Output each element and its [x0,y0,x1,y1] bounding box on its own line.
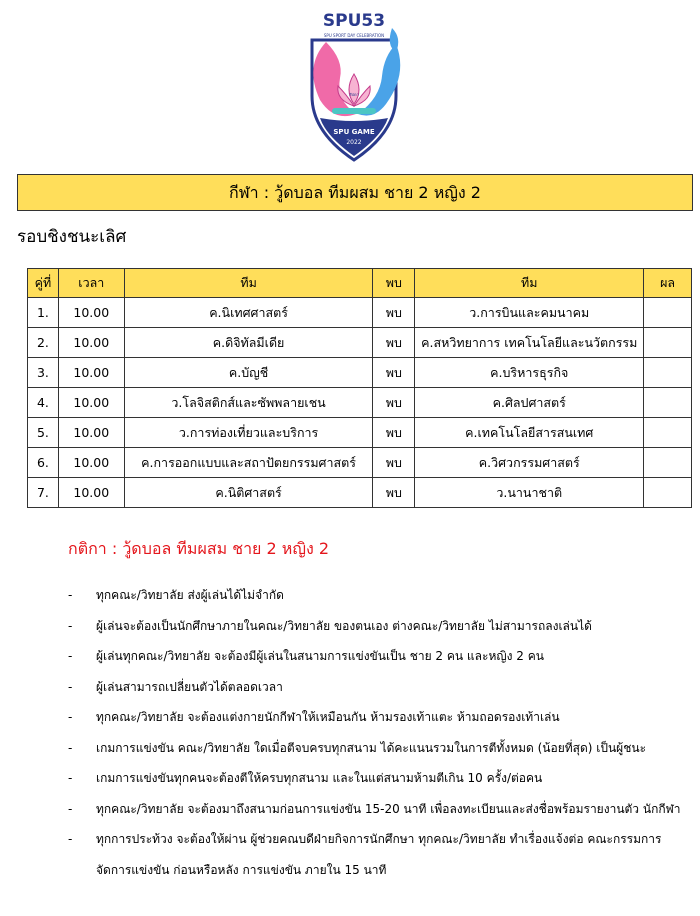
rule-bullet: - [68,710,73,724]
table-row [28,298,692,328]
rule-text: ผู้เล่นทุกคณะ/วิทยาลัย จะต้องมีผู้เล่นในสนามการแข่งขันเป็น ชาย 2 คน และหญิง 2 คน [96,649,544,663]
rule-bullet: - [68,618,73,633]
schedule-body [28,298,692,508]
rule-item [68,580,694,611]
sport-title-banner: กีฬา : วู้ดบอล ทีมผสม ชาย 2 หญิง 2 [17,174,693,211]
result-cell [644,388,692,418]
vs-cell: พบ [373,418,415,448]
time-cell: 10.00 [58,388,124,418]
vs-cell: พบ [373,388,415,418]
rules-title: กติกา : วู้ดบอล ทีมผสม ชาย 2 หญิง 2 [68,539,330,558]
rule-text: เกมการแข่งขันทุกคนจะต้องตีให้ครบทุกสนาม และในแต่สนามห้ามตีเกิน 10 ครั้ง/ต่อคน [96,771,543,785]
match-no-cell: 2. [28,328,59,358]
round-label: รอบชิงชนะเลิศ [17,227,127,247]
rule-text: ทุกคณะ/วิทยาลัย จะต้องแต่งกายนักกีฬาให้เหมือนกัน ห้ามรองเท้าแตะ ห้ามถอดรองเท้าเล่น [96,710,560,724]
rule-item [68,794,694,825]
rule-bullet: - [68,679,73,694]
rule-item [68,824,694,885]
team-a-cell: ว.โลจิสติกส์และซัพพลายเชน [124,388,373,418]
team-b-cell: ค.วิศวกรรมศาสตร์ [415,448,644,478]
team-a-cell: ค.การออกแบบและสถาปัตยกรรมศาสตร์ [124,448,373,478]
table-row [28,328,692,358]
match-no-cell: 4. [28,388,59,418]
col-header-match-no: คู่ที่ [28,269,59,298]
rule-text: ทุกคณะ/วิทยาลัย จะต้องมาถึงสนามก่อนการแข่งขัน 15-20 นาที เพื่อลงทะเบียนและส่งชื่อพร้อมรายงานตัว นักกีฬา [96,801,681,816]
time-cell: 10.00 [58,298,124,328]
time-cell: 10.00 [58,478,124,508]
vs-cell: พบ [373,298,415,328]
result-cell [644,328,692,358]
result-cell [644,478,692,508]
team-a-cell: ว.การท่องเที่ยวและบริการ [124,418,373,448]
rule-text: เกมการแข่งขัน คณะ/วิทยาลัย ใดเมื่อตีจบครบทุกสนาม ได้คะแนนรวมในการตีทั้งหมด (น้อยที่สุด) เป็นผู้ชนะ [96,740,647,755]
result-cell [644,418,692,448]
logo-mid-text: สัปดา [349,92,359,97]
rule-text: ผู้เล่นจะต้องเป็นนักศึกษาภายในคณะ/วิทยาลัย ของตนเอง ต่างคณะ/วิทยาลัย ไม่สามารถลงเล่นได้ [96,618,592,633]
match-no-cell: 1. [28,298,59,328]
table-row [28,388,692,418]
match-no-cell: 5. [28,418,59,448]
vs-cell: พบ [373,478,415,508]
match-no-cell: 6. [28,448,59,478]
schedule-table [27,268,692,508]
logo-badge-text: SPU GAME [333,128,375,136]
rule-bullet: - [68,588,73,602]
schedule-header-row [28,269,692,298]
match-no-cell: 7. [28,478,59,508]
rule-text: ทุกการประท้วง จะต้องให้ผ่าน ผู้ช่วยคณบดีฝ่ายกิจการนักศึกษา ทุกคณะ/วิทยาลัย ทำเรื่องแจ้งต่อ คณะกรรมการจัดการแข่งขัน ก่อนหรือหลัง การแข่งขัน ภายใน 15 นาที [96,832,662,877]
team-b-cell: ค.สหวิทยาการ เทคโนโลยีและนวัตกรรม [415,328,644,358]
result-cell [644,358,692,388]
table-row [28,448,692,478]
result-cell [644,298,692,328]
table-row [28,478,692,508]
col-header-time: เวลา [58,269,124,298]
team-b-cell: ค.ศิลปศาสตร์ [415,388,644,418]
time-cell: 10.00 [58,328,124,358]
rule-bullet: - [68,740,73,755]
team-b-cell: ว.การบินและคมนาคม [415,298,644,328]
spu-game-logo [296,4,412,166]
team-a-cell: ค.นิติศาสตร์ [124,478,373,508]
rule-item [68,641,694,672]
team-b-cell: ค.บริหารธุรกิจ [415,358,644,388]
rule-bullet: - [68,832,73,846]
rule-bullet: - [68,771,73,785]
rule-item [68,763,694,794]
rule-item [68,733,694,764]
logo-brand-text: SPU53 [322,11,386,31]
col-header-team-a: ทีม [124,269,373,298]
result-cell [644,448,692,478]
col-header-team-b: ทีม [415,269,644,298]
table-row [28,418,692,448]
team-b-cell: ค.เทคโนโลยีสารสนเทศ [415,418,644,448]
table-row [28,358,692,388]
team-a-cell: ค.นิเทศศาสตร์ [124,298,373,328]
rule-item [68,672,694,703]
col-header-vs: พบ [373,269,415,298]
col-header-result: ผล [644,269,692,298]
logo-anniversary-text: SPU SPORT DAY CELEBRATION [323,33,385,38]
time-cell: 10.00 [58,448,124,478]
time-cell: 10.00 [58,418,124,448]
rule-item [68,702,694,733]
vs-cell: พบ [373,328,415,358]
rule-bullet: - [68,649,73,663]
rule-text: ผู้เล่นสามารถเปลี่ยนตัวได้ตลอดเวลา [96,679,283,694]
vs-cell: พบ [373,448,415,478]
team-b-cell: ว.นานาชาติ [415,478,644,508]
time-cell: 10.00 [58,358,124,388]
vs-cell: พบ [373,358,415,388]
logo-year-text: 2022 [346,139,362,146]
rule-item [68,611,694,642]
team-a-cell: ค.ดิจิทัลมีเดีย [124,328,373,358]
rule-text: ทุกคณะ/วิทยาลัย ส่งผู้เล่นได้ไม่จำกัด [96,588,284,602]
match-no-cell: 3. [28,358,59,388]
team-a-cell: ค.บัญชี [124,358,373,388]
rules-list [68,580,694,885]
rule-bullet: - [68,801,73,816]
